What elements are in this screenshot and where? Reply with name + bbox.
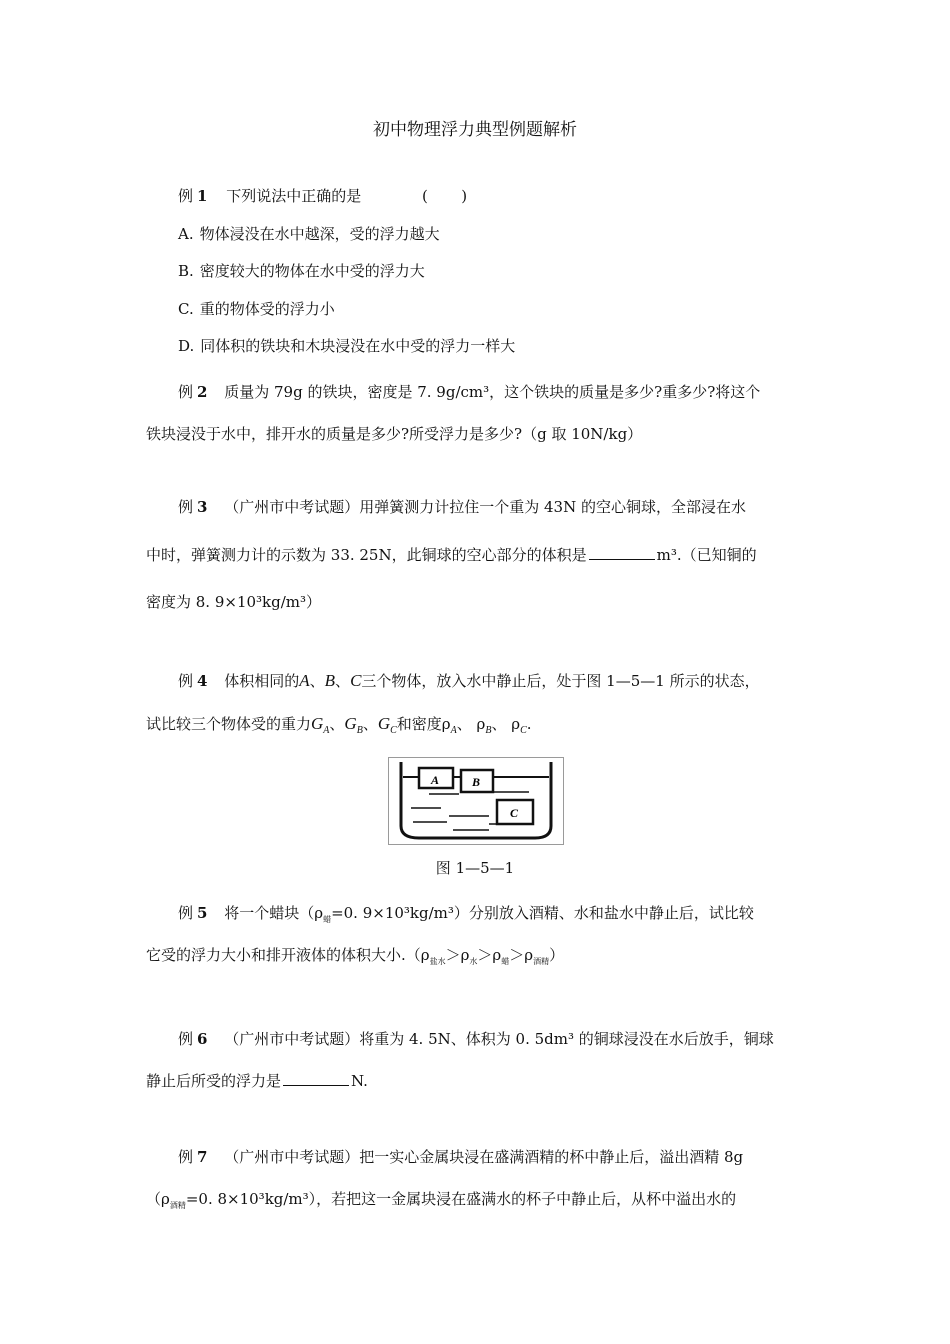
example-number: 5 (197, 904, 208, 922)
box-label-a: A (431, 773, 440, 787)
example-number: 1 (197, 187, 208, 205)
option-text: 物体浸没在水中越深，受的浮力越大 (199, 225, 440, 243)
subscript: A (450, 725, 457, 736)
example-label: 例 (178, 187, 194, 205)
question-text: 中时，弹簧测力计的示数为 33. 25N，此铜球的空心部分的体积是 (146, 546, 587, 564)
question-text: 试比较三个物体受的重力 (146, 715, 312, 733)
symbol-g: G (377, 714, 391, 733)
subscript: 盐水 (429, 957, 446, 966)
example-5-line-2 (146, 945, 564, 972)
answer-paren: ( ) (422, 187, 468, 205)
question-text: 它受的浮力大小和排开液体的体积大小.（ρ (146, 946, 430, 964)
example-label: 例 (178, 1030, 194, 1048)
example-number: 2 (197, 383, 208, 401)
var-c: C (350, 671, 362, 690)
option-c (178, 299, 335, 319)
subscript: A (323, 725, 330, 736)
example-1-question (178, 186, 467, 206)
example-number: 6 (197, 1030, 208, 1048)
example-3-line-2 (146, 545, 757, 565)
var-a: A (299, 671, 310, 690)
question-text: （广州市中考试题）将重为 4. 5N、体积为 0. 5dm³ 的铜球浸没在水后放手，铜球 (224, 1030, 774, 1048)
question-text: 质量为 79g 的铁块，密度是 7. 9g/cm³，这个铁块的质量是多少?重多少?将这个 (224, 383, 761, 401)
question-text: N. (351, 1072, 368, 1090)
symbol-g: G (311, 714, 324, 733)
box-label-b: B (472, 775, 481, 789)
var-b: B (324, 671, 336, 690)
question-text: ＞ρ (445, 946, 470, 964)
subscript: C (520, 725, 527, 736)
subscript: B (356, 725, 363, 736)
example-label: 例 (178, 672, 194, 690)
subscript: 酒精 (169, 1201, 186, 1210)
question-text: （广州市中考试题）把一实心金属块浸在盛满酒精的杯中静止后，溢出酒精 8g (224, 1148, 744, 1166)
subscript: 水 (469, 957, 478, 966)
example-number: 7 (197, 1148, 208, 1166)
question-text: . (526, 715, 532, 733)
question-text: ＞ρ (509, 946, 534, 964)
question-text: 将一个蜡块（ρ (224, 904, 324, 922)
option-b (178, 261, 425, 281)
example-number: 4 (197, 672, 208, 690)
subscript: C (390, 725, 397, 736)
option-letter: A. (178, 225, 194, 243)
symbol-g: G (344, 714, 357, 733)
option-letter: B. (178, 262, 194, 280)
example-label: 例 (178, 904, 194, 922)
question-text: ） (549, 946, 565, 964)
option-text: 同体积的铁块和木块浸没在水中受的浮力一样大 (200, 337, 516, 355)
subscript: 酒精 (533, 957, 550, 966)
option-text: 密度较大的物体在水中受的浮力大 (199, 262, 425, 280)
example-3-line-1 (178, 497, 746, 517)
subscript: 蜡 (323, 915, 332, 924)
question-text: ＞ρ (477, 946, 502, 964)
question-text: 静止后所受的浮力是 (146, 1072, 282, 1090)
figure-caption: 图 1—5—1 (435, 859, 515, 877)
example-7-line-2 (146, 1189, 736, 1216)
question-text: （ρ (146, 1190, 170, 1208)
example-7-line-1 (178, 1147, 743, 1167)
option-a (178, 224, 440, 244)
question-text: 三个物体，放入水中静止后，处于图 1—5—1 所示的状态， (361, 672, 760, 690)
question-text: m³.（已知铜的 (656, 546, 757, 564)
example-3-line-3: 密度为 8. 9×10³kg/m³） (146, 593, 322, 611)
page-title: 初中物理浮力典型例题解析 (373, 120, 577, 140)
question-text: （广州市中考试题）用弹簧测力计拉住一个重为 43N 的空心铜球，全部浸在水 (224, 498, 746, 516)
example-number: 3 (197, 498, 208, 516)
question-text: 体积相同的 (224, 672, 300, 690)
subscript: B (485, 725, 492, 736)
subscript: 蜡 (501, 957, 510, 966)
box-label-c: C (510, 806, 519, 820)
example-5-line-1 (178, 903, 754, 930)
question-text: 下列说法中正确的是 (226, 187, 362, 205)
example-4-line-1: 例 4 体积相同的A、B、C三个物体，放入水中静止后，处于图 1—5—1 所示的状态， (178, 671, 760, 690)
example-label: 例 (178, 1148, 194, 1166)
option-text: 重的物体受的浮力小 (199, 300, 335, 318)
example-label: 例 (178, 383, 194, 401)
beaker-diagram (389, 758, 563, 844)
question-text: =0. 8×10³kg/m³），若把这一金属块浸在盛满水的杯子中静止后，从杯中溢出水的 (185, 1190, 737, 1208)
symbol-rho: ρ (511, 715, 521, 733)
symbol-rho: ρ (441, 715, 451, 733)
example-6-line-2 (146, 1071, 368, 1091)
symbol-rho: ρ (476, 715, 486, 733)
example-2-line-1 (178, 382, 760, 402)
option-letter: D. (178, 337, 195, 355)
example-2-line-2: 铁块浸没于水中，排开水的质量是多少?所受浮力是多少?（g 取 10N/kg） (146, 425, 643, 443)
beaker-figure (388, 757, 564, 845)
answer-blank[interactable] (283, 1071, 349, 1086)
option-letter: C. (178, 300, 194, 318)
example-4-line-2: 试比较三个物体受的重力$G_A$、$G_B$、$G_C$和密度$\rho_A$、 $\rho_B$、 $\rho_C$. (146, 714, 532, 736)
answer-blank[interactable] (589, 545, 655, 560)
question-text: =0. 9×10³kg/m³）分别放入酒精、水和盐水中静止后，试比较 (331, 904, 754, 922)
question-text: 和密度 (396, 715, 442, 733)
option-d (178, 336, 515, 356)
example-6-line-1 (178, 1029, 774, 1049)
example-label: 例 (178, 498, 194, 516)
